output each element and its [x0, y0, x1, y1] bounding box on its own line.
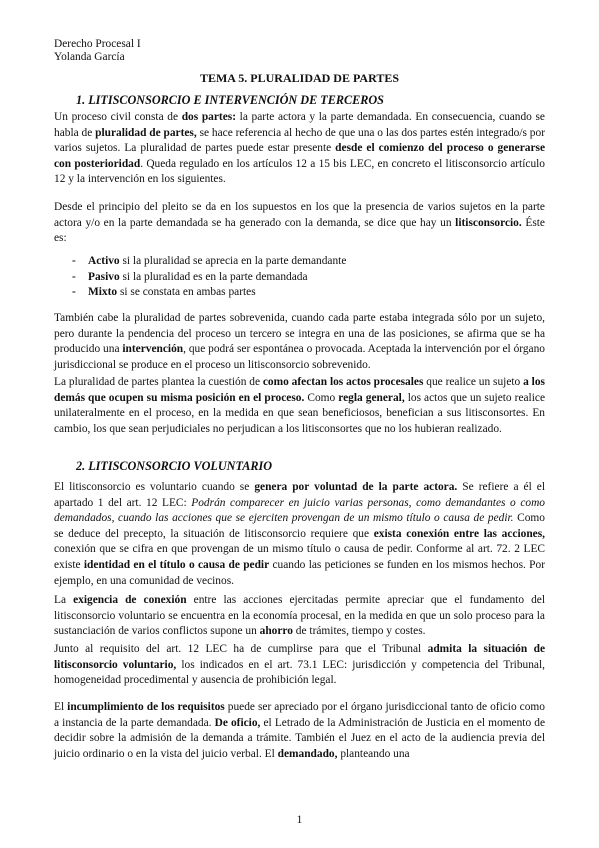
litisconsorcio-types-list [72, 254, 346, 301]
document-title: TEMA 5. PLURALIDAD DE PARTES [199, 71, 400, 85]
list-item: - Activo si la pluralidad se aprecia en la parte demandante [72, 254, 346, 270]
paragraph-4: La pluralidad de partes plantea la cuestión de como afectan los actos procesales que realice un sujeto a los demás que ocupen su misma posición en el proceso. Como regla general, los actos que un sujeto realice unilateralmente en el proceso, en la medida en que sean beneficiosos, benefician a sus litisconsortes. En cambio, los que sean perjudiciales no perjudican a los litisconsortes que no los hubieran realizado. [54, 376, 545, 435]
course-name: Derecho Procesal I [54, 38, 141, 50]
paragraph-1: Un proceso civil consta de dos partes: la parte actora y la parte demandada. En consecuencia, cuando se habla de pluralidad de partes, se hace referencia al hecho de que una o las dos partes estén integrado/s por varios sujetos. La pluralidad de partes puede estar presente desde el comienzo del proceso o generarse con posterioridad. Queda regulado en los artículos 12 a 15 bis LEC, en concreto el litisconsorcio artículo 12 y la intervención en los siguientes. [54, 111, 545, 186]
paragraph-3: También cabe la pluralidad de partes sobrevenida, cuando cada parte estaba integrada sólo por un sujeto, pero durante la pendencia del proceso un tercero se integra en una de las posiciones, se afirma que se ha producido una intervención, que podrá ser espontánea o provocada. Aceptada la intervención por el órgano jurisdiccional se produce en el proceso un litisconsorcio sobrevenido. [54, 312, 545, 371]
page-number: 1 [296, 814, 303, 826]
paragraph-5: El litisconsorcio es voluntario cuando se genera por voluntad de la parte actora. Se refiere a él el apartado 1 del art. 12 LEC: Podrán comparecer en juicio varias personas, como demandantes o como demandados, cuando las acciones que se ejerciten provengan de un mismo título o causa de pedir. Como se deduce del precepto, la situación de litisconsorcio requiere que exista conexión entre las acciones, conexión que se cifra en que provengan de un mismo título o causa de pedir. Conforme al art. 72. 2 LEC existe identidad en el título o causa de pedir cuando las peticiones se funden en los mismos hechos. Por ejemplo, en una comunidad de vecinos. [54, 481, 546, 587]
page-header [54, 38, 141, 64]
author-name: Yolanda García [54, 51, 125, 63]
paragraph-2: Desde el principio del pleito se da en los supuestos en los que la presencia de varios sujetos en la parte actora y/o en la parte demandada se ha generado con la demanda, se dice que hay un litisconsorcio. Éste es: [54, 201, 545, 245]
section-heading-1: 1. LITISCONSORCIO E INTERVENCIÓN DE TERCEROS [76, 93, 384, 107]
paragraph-8: El incumplimiento de los requisitos puede ser apreciado por el órgano jurisdiccional tanto de oficio como a instancia de la parte demandada. De oficio, el Letrado de la Administración de Justicia en el momento de decidir sobre la admisión de la demanda a trámite. También el Juez en el acto de la audiencia previa del juicio ordinario o en la vista del juicio verbal. El demandado, planteando una [54, 701, 546, 760]
list-item: - Pasivo si la pluralidad es en la parte demandada [72, 270, 346, 286]
section-heading-2: 2. LITISCONSORCIO VOLUNTARIO [76, 459, 273, 473]
paragraph-6: La exigencia de conexión entre las acciones ejercitadas permite apreciar que el fundamento del litisconsorcio voluntario se encuentra en la economía procesal, en la medida en que un solo proceso para la sustanciación de varios conflictos supone un ahorro de trámites, tiempo y costes. [54, 594, 545, 638]
paragraph-7: Junto al requisito del art. 12 LEC ha de cumplirse para que el Tribunal admita la situación de litisconsorcio voluntario, los indicados en el art. 73.1 LEC: jurisdicción y competencia del Tribunal, homogeneidad procedimental y ausencia de prohibición legal. [54, 643, 545, 687]
list-item: - Mixto si se constata en ambas partes [72, 285, 346, 301]
